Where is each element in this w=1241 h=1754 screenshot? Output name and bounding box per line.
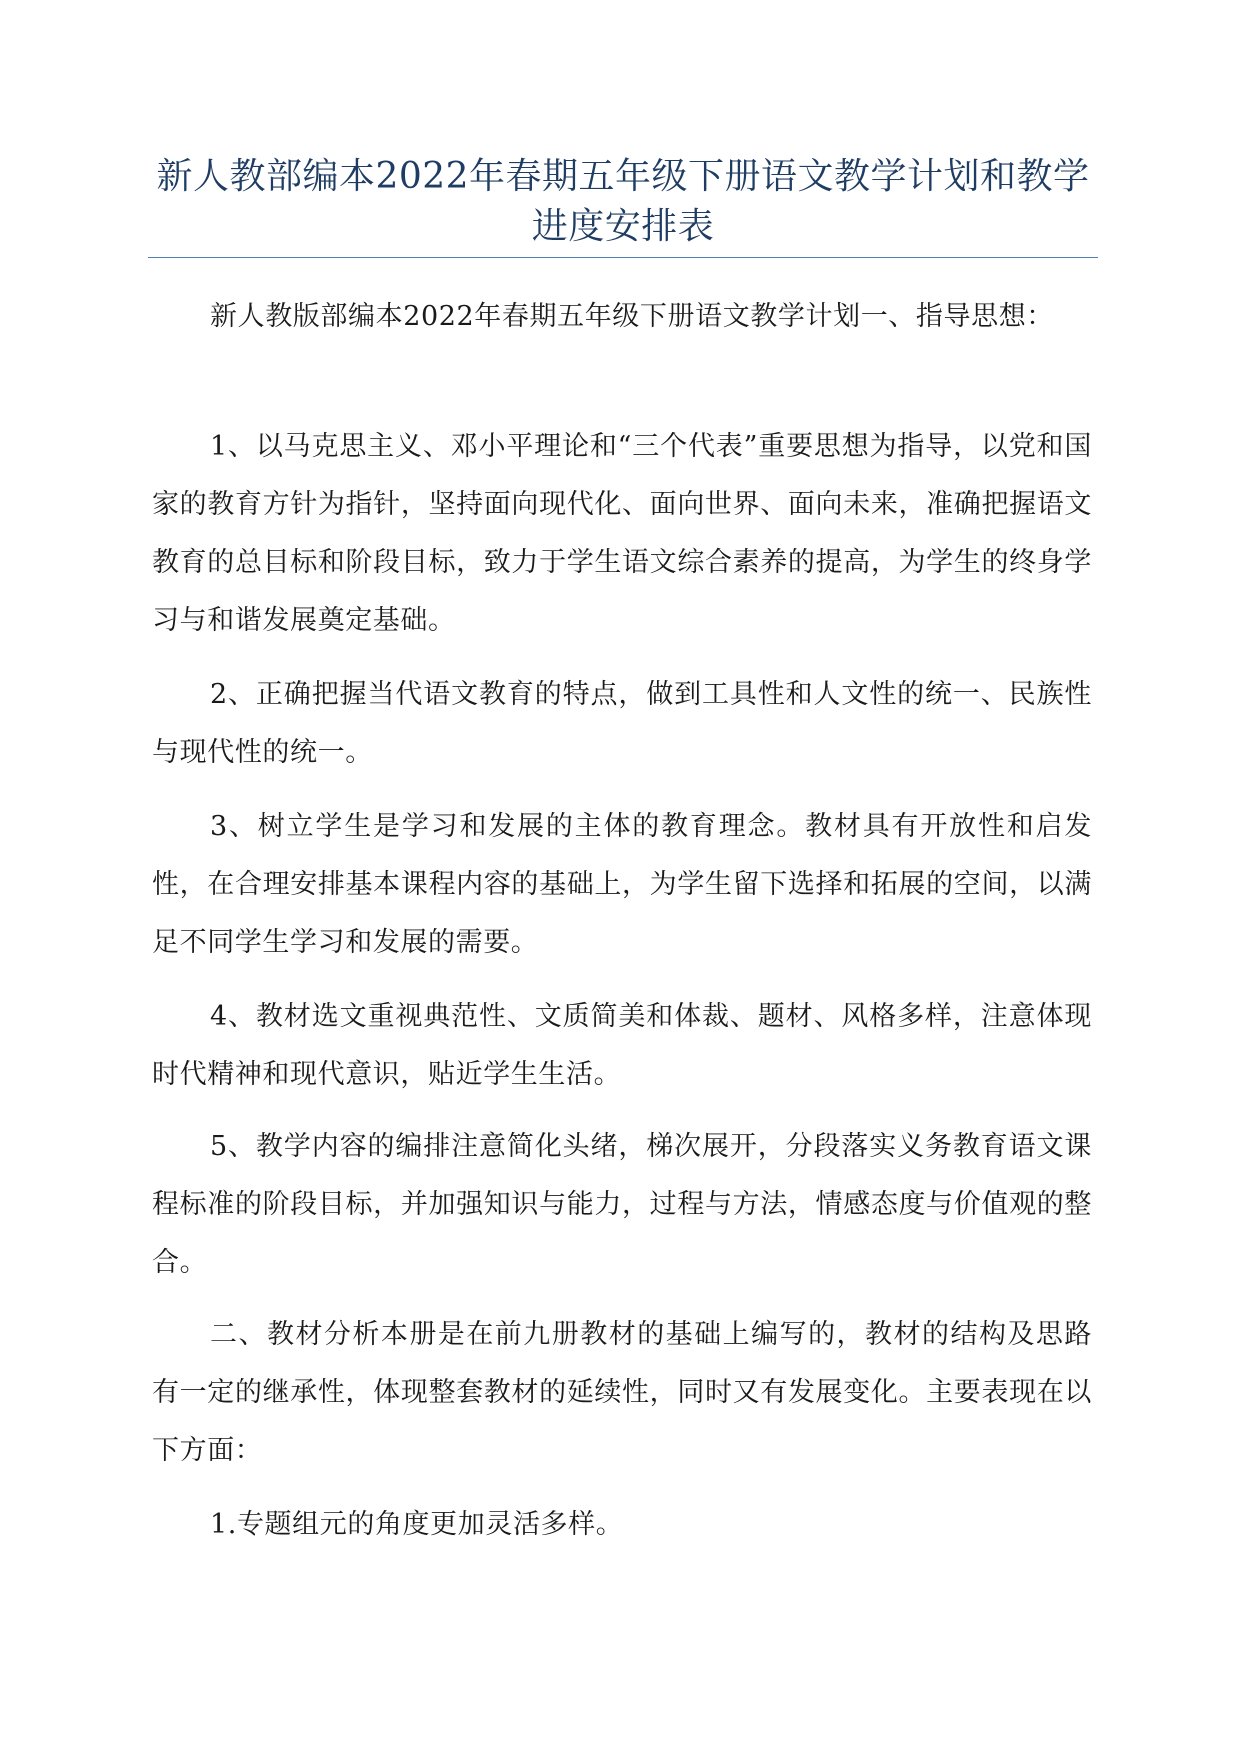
paragraph-textbook-analysis: 二、教材分析本册是在前九册教材的基础上编写的，教材的结构及思路有一定的继承性，体现整套教材的延续性，同时又有发展变化。主要表现在以下方面： (152, 1319, 1092, 1466)
paragraph-guiding-1: 1、以马克思主义、邓小平理论和“三个代表”重要思想为指导，以党和国家的教育方针为指针，坚持面向现代化、面向世界、面向未来，准确把握语文教育的总目标和阶段目标，致力于学生语文综合素养的提高，为学生的终身学习与和谐发展奠定基础。 (152, 431, 1092, 636)
paragraph-guiding-intro: 新人教版部编本2022年春期五年级下册语文教学计划一、指导思想： (210, 301, 1054, 332)
paragraph-analysis-point-1: 1.专题组元的角度更加灵活多样。 (210, 1509, 624, 1540)
paragraph-guiding-5: 5、教学内容的编排注意简化头绪，梯次展开，分段落实义务教育语文课程标准的阶段目标，并加强知识与能力，过程与方法，情感态度与价值观的整合。 (152, 1131, 1092, 1278)
paragraph-guiding-3: 3、树立学生是学习和发展的主体的教育理念。教材具有开放性和启发性，在合理安排基本课程内容的基础上，为学生留下选择和拓展的空间，以满足不同学生学习和发展的需要。 (152, 811, 1092, 958)
document-title: 新人教部编本2022年春期五年级下册语文教学计划和教学进度安排表 (156, 156, 1090, 247)
title-underline (148, 257, 1098, 258)
paragraph-guiding-4: 4、教材选文重视典范性、文质简美和体裁、题材、风格多样，注意体现时代精神和现代意识，贴近学生生活。 (152, 1001, 1092, 1090)
paragraph-guiding-2: 2、正确把握当代语文教育的特点，做到工具性和人文性的统一、民族性与现代性的统一。 (152, 679, 1092, 768)
